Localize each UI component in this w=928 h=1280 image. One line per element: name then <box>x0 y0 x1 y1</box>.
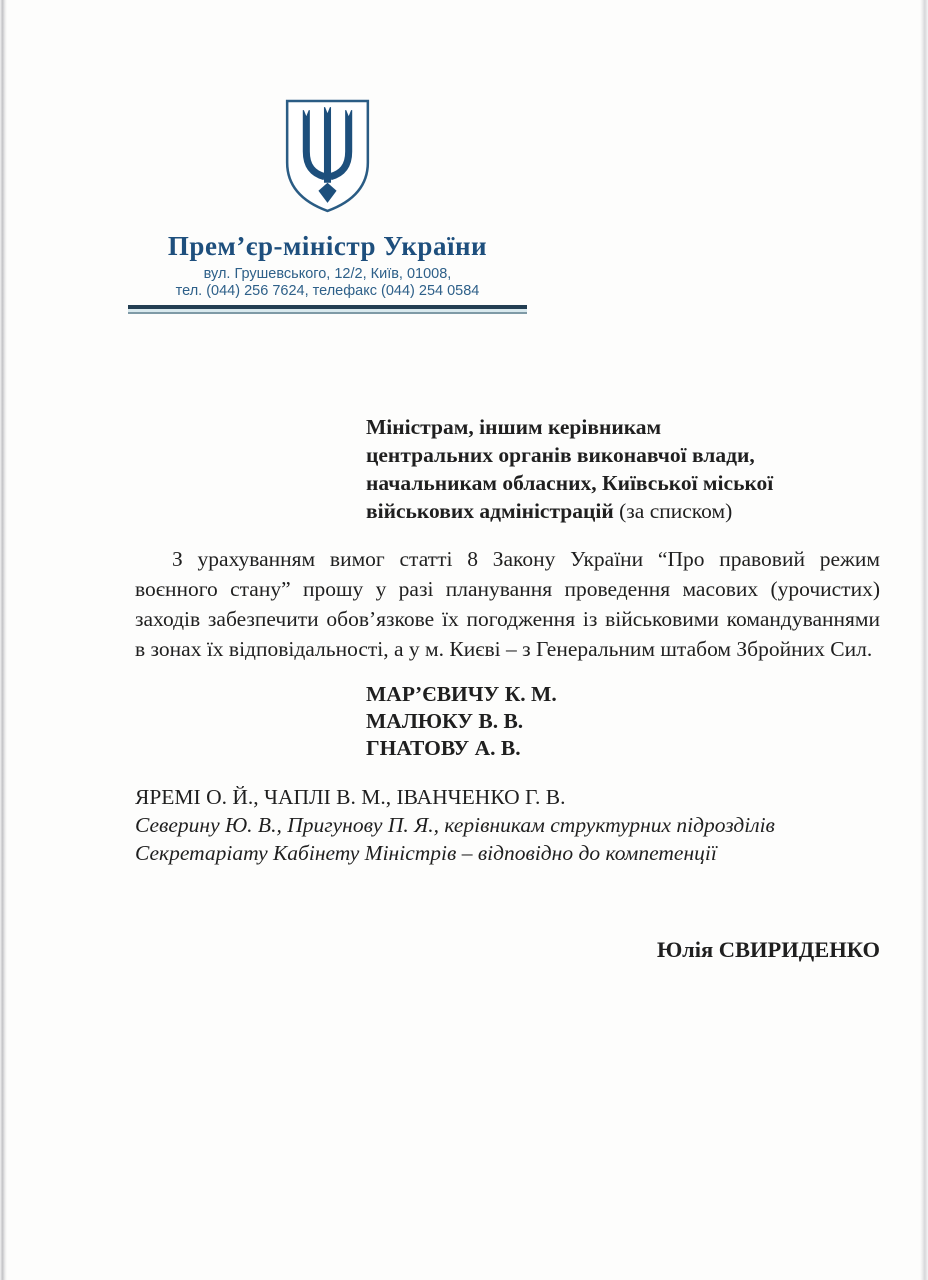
letterhead-address-line-2: тел. (044) 256 7624, телефакс (044) 254 0584 <box>175 283 480 299</box>
recipients-italic-line: Северину Ю. В., Пригунову П. Я., керівникам структурних підрозділів <box>135 813 775 837</box>
addressee-line: Міністрам, іншим керівникам <box>366 415 662 439</box>
signature-name: Юлія СВИРИДЕНКО <box>657 937 880 962</box>
body-line: в зонах їх відповідальності, а у м. Києві – з Генеральним штабом Збройних Сил. <box>135 637 873 661</box>
recipients-caps-line: ЯРЕМІ О. Й., ЧАПЛІ В. М., ІВАНЧЕНКО Г. В. <box>135 785 566 809</box>
recipient-name: МАЛЮКУ В. В. <box>366 709 524 733</box>
recipients-bold-block <box>366 681 928 762</box>
letterhead-divider-rule <box>128 305 527 314</box>
body-line: З урахуванням вимог статті 8 Закону України “Про правовий режим <box>172 547 880 571</box>
addressee-line: начальникам обласних, Київської міської <box>366 471 774 495</box>
letterhead-title: Прем’єр-міністр України <box>167 231 488 261</box>
photo-right-edge <box>920 0 928 1280</box>
body-line: воєнного стану” прошу у разі планування проведення масових (урочистих) <box>135 577 880 601</box>
addressee-line-regular-part: (за списком) <box>613 499 733 523</box>
addressee-block <box>366 413 796 525</box>
addressee-line-bold-part: військових адміністрацій <box>366 499 614 523</box>
ukraine-trident-emblem-icon <box>281 98 374 220</box>
letterhead <box>128 0 527 314</box>
recipient-name: ГНАТОВУ А. В. <box>366 736 521 760</box>
body-paragraph <box>135 544 880 664</box>
letterhead-address-line-1: вул. Грушевського, 12/2, Київ, 01008, <box>203 266 452 282</box>
recipients-secondary-block <box>135 783 880 867</box>
addressee-line <box>366 497 796 525</box>
recipients-italic-line: Секретаріату Кабінету Міністрів – відповідно до компетенції <box>135 841 717 865</box>
body-line: заходів забезпечити обов’язкове їх погодження із військовими командуваннями <box>135 607 880 631</box>
photo-left-edge <box>0 0 7 1280</box>
addressee-line: центральних органів виконавчої влади, <box>366 443 755 467</box>
recipient-name: МАР’ЄВИЧУ К. М. <box>366 682 557 706</box>
